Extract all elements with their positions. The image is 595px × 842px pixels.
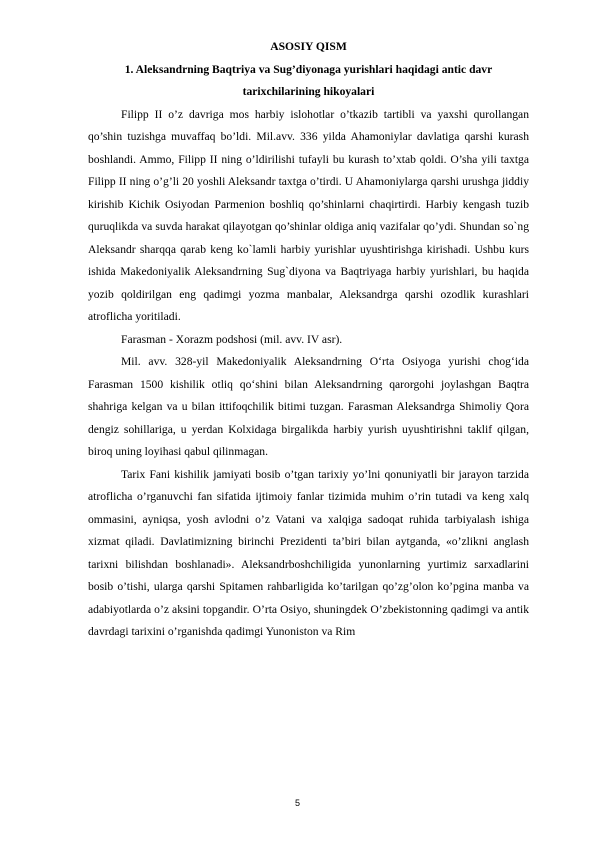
text-block [88,36,529,644]
page-number: 5 [294,798,300,808]
chapter-subtitle: 1. Aleksandrning Baqtriya va Sug’diyonaga yurishlari haqidagi antic davr tarixchilarining hikoyalari [124,62,493,98]
paragraph: Farasman - Xorazm podshosi (mil. avv. IV asr). [121,332,343,346]
paragraph: Tarix Fani kishilik jamiyati bosib o’tgan tarixiy yo’lni qonuniyatli bir jarayon tarzida atroflicha o’rganuvchi fan sifatida ijtimoiy fanlar tizimida muhim o’rin tutadi va keng xalq ommasini, ayniqsa, yosh avlodni o’z Vatani va xalqiga sadoqat ruhida tarbiyalash ishiga xizmat qiladi. Davlatimizning birinchi Prezidenti ta’biri bilan aytganda, «o’zlikni anglash tarixni bilishdan boshlanadi». Aleksandrboshchiligida yunonlarning yurtimiz sarxadlarini bosib o’tishi, ularga qarshi Spitamen rahbarligida ko’tarilgan qo’zg’olon ko’pgina manba va adabiyotlarda o’z aksini topgandir. O’rta Osiyo, shuningdek O’zbekistonning qadimgi va antik davrdagi tarixini o’rganishda qadimgi Yunoniston va Rim [88,467,529,638]
section-title: ASOSIY QISM [270,40,347,53]
paragraph: Filipp II o’z davriga mos harbiy islohotlar o’tkazib tartibli va yaxshi qurollangan qo’shin tuzishga muvaffaq bo’ldi. Mil.avv. 336 yilda Ahamoniylar davlatiga qarshi kurash boshlandi. Ammo, Filipp II ning o’ldirilishi tufayli bu kurash to’xtab qoldi. O’sha yili taxtga Filipp II ning o’g’li 20 yoshli Aleksandr taxtga o’tirdi. U Ahamoniylarga qarshi urushga jiddiy kirishib Kichik Osiyodan Parmenion boshliq qo’shinlarni chaqirtirdi. Harbiy kengash tuzib quruqlikda va suvda harakat qilayotgan qo’shinlar oldiga aniq vazifalar qo’ydi. Shundan so`ng Aleksandr sharqqa qarab keng ko`lamli harbiy yurishlar uyushtirishga kirishadi. Ushbu kurs ishida Makedoniyalik Aleksandrning Sug`diyona va Baqtriyaga harbiy yurishlari, bu haqida yozib qoldirilgan eng qadimgi yozma manbalar, Aleksandrga qarshi ozodlik kurashlari atroflicha yoritiladi. [88,107,529,323]
paragraph: Mil. avv. 328-yil Makedoniyalik Aleksandrning O‘rta Osiyoga yurishi chog‘ida Farasman 1500 kishilik otliq qo‘shini bilan Aleksandrning qarorgohi joylashgan Baqtra shahriga kelgan va u bilan ittifoqchilik bitimi tuzgan. Farasman Aleksandrga Shimoliy Qora dengiz sohillariga, u yerdan Kolxidaga birgalikda harbiy yurish uyushtirishni taklif qilgan, biroq uning loyihasi qabul qilinmagan. [88,355,529,458]
